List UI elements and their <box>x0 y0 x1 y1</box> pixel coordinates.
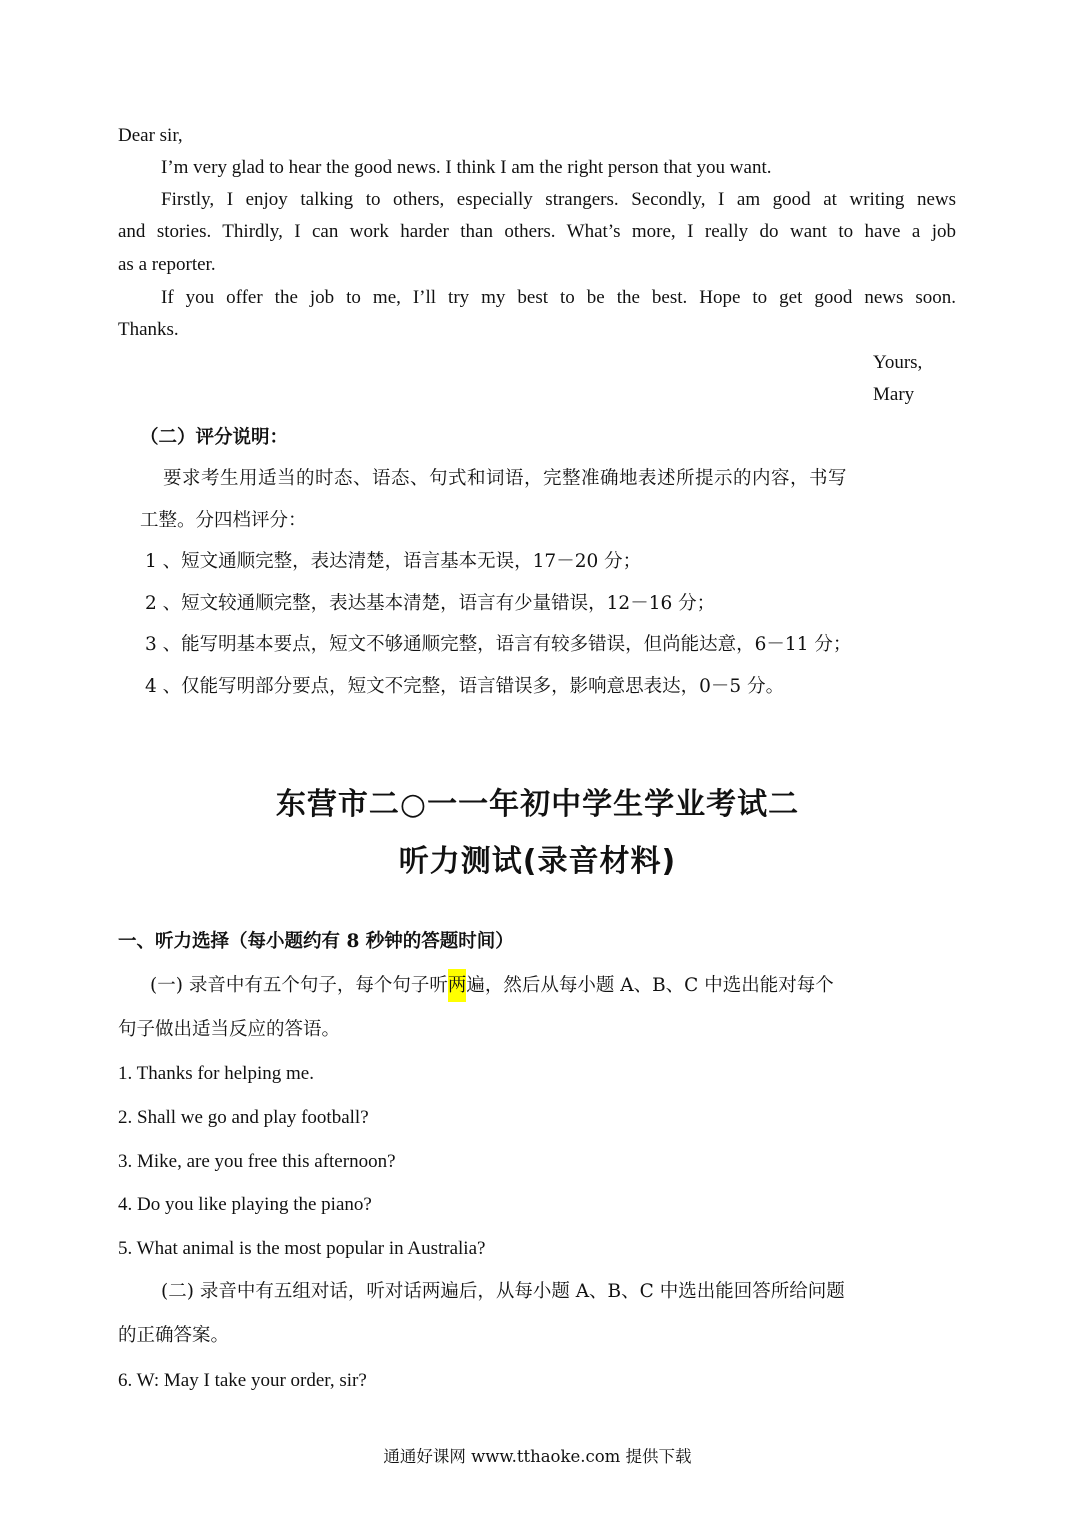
exam-title: 东营市二○一一年初中学生学业考试二 <box>275 787 800 822</box>
exam-subtitle: 听力测试(录音材料) <box>398 844 677 879</box>
part-1-text-before: (一) 录音中有五个句子，每个句子听 <box>150 975 448 996</box>
part-1-text-after: 遍，然后从每小题 A、B、C 中选出能对每个 <box>466 975 834 996</box>
letter-paragraph-3-line-2: Thanks. <box>118 319 179 340</box>
page-footer: 通通好课网 www.tthaoke.com 提供下载 <box>383 1447 692 1466</box>
question-item: 1. Thanks for helping me. <box>118 1063 314 1084</box>
scoring-item: 4 、仅能写明部分要点，短文不完整，语言错误多，影响意思表达，0－5 分。 <box>145 676 785 697</box>
letter-paragraph-2-line-2: and stories. Thirdly, I can work harder than others. What’s more, I really do want to have a job <box>118 221 956 242</box>
scoring-heading: （二）评分说明： <box>140 427 289 448</box>
listening-part-1-line-2: 句子做出适当反应的答语。 <box>118 1019 341 1040</box>
scoring-intro-line-2: 工整。分四档评分： <box>140 510 307 531</box>
letter-paragraph-3-line-1: If you offer the job to me, I’ll try my best to be the best. Hope to get good news soon. <box>161 287 956 308</box>
question-item: 3. Mike, are you free this afternoon? <box>118 1151 396 1172</box>
question-item: 2. Shall we go and play football? <box>118 1107 369 1128</box>
letter-paragraph-1: I’m very glad to hear the good news. I think I am the right person that you want. <box>161 157 772 178</box>
letter-signature: Mary <box>873 384 915 405</box>
letter-greeting: Dear sir, <box>118 125 183 146</box>
listening-section-heading: 一、听力选择（每小题约有 8 秒钟的答题时间） <box>118 931 514 952</box>
scoring-intro-line-1: 要求考生用适当的时态、语态、句式和词语，完整准确地表述所提示的内容，书写 <box>163 468 848 489</box>
letter-paragraph-2-line-1: Firstly, I enjoy talking to others, especially strangers. Secondly, I am good at writing news <box>161 189 956 210</box>
listening-part-2-line-1: (二) 录音中有五组对话，听对话两遍后，从每小题 A、B、C 中选出能回答所给问题 <box>161 1281 845 1302</box>
highlighted-text: 两 <box>448 969 467 1002</box>
listening-part-1-line-1 <box>150 974 834 998</box>
question-item: 5. What animal is the most popular in Australia? <box>118 1238 486 1259</box>
scoring-item: 3 、能写明基本要点，短文不够通顺完整，语言有较多错误，但尚能达意，6－11 分； <box>145 634 852 655</box>
question-item: 4. Do you like playing the piano? <box>118 1194 372 1215</box>
question-item: 6. W: May I take your order, sir? <box>118 1370 367 1391</box>
scoring-item: 2 、短文较通顺完整，表达基本清楚，语言有少量错误，12－16 分； <box>145 593 716 614</box>
listening-part-2-line-2: 的正确答案。 <box>118 1325 230 1346</box>
letter-closing: Yours, <box>873 352 923 373</box>
letter-paragraph-2-line-3: as a reporter. <box>118 254 216 275</box>
scoring-item: 1 、短文通顺完整，表达清楚，语言基本无误，17－20 分； <box>145 551 642 572</box>
